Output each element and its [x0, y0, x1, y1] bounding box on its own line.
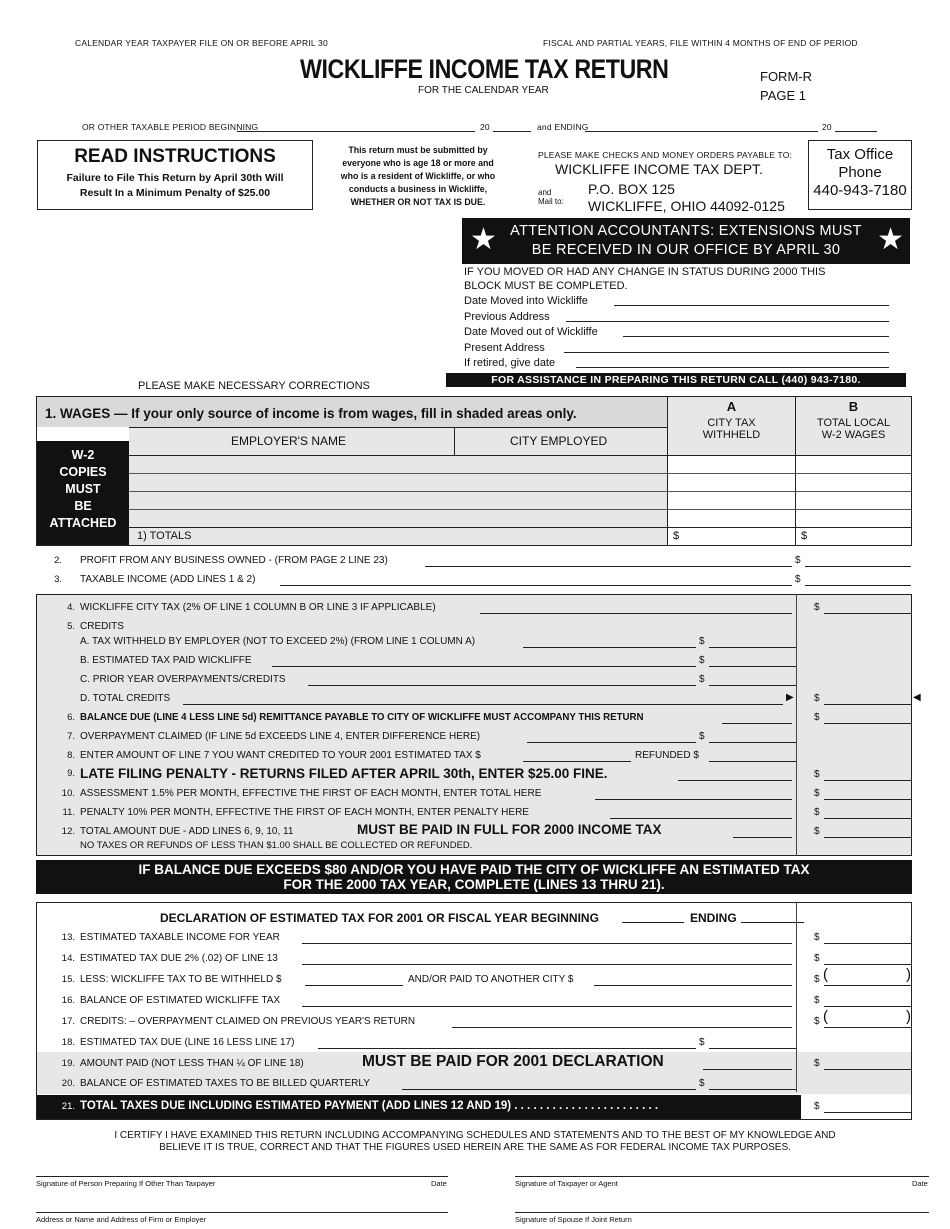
fiscal-note: FISCAL AND PARTIAL YEARS, FILE WITHIN 4 MONTHS OF END OF PERIOD: [543, 38, 858, 48]
line-9-field[interactable]: [824, 780, 911, 781]
line-3-field[interactable]: [805, 585, 911, 586]
submission-note-line: This return must be submitted by: [348, 145, 488, 155]
col-a-label: WITHHELD: [702, 429, 761, 441]
period-label: OR OTHER TAXABLE PERIOD BEGINNING: [82, 122, 259, 132]
line-number: 20.: [61, 1078, 75, 1089]
line-number: 10.: [61, 788, 75, 799]
line-2-field[interactable]: [805, 566, 911, 567]
line-16-leader: [302, 1006, 792, 1007]
line-15-withheld-field[interactable]: [305, 985, 403, 986]
arrow-left-icon: ◀: [913, 692, 921, 703]
line-10-field[interactable]: [824, 799, 911, 800]
line-15-field[interactable]: [824, 985, 911, 986]
line-11-leader: [610, 818, 792, 819]
line-6-leader: [722, 723, 792, 724]
line-19-bold: MUST BE PAID FOR 2001 DECLARATION: [362, 1053, 664, 1070]
line-17-field[interactable]: [824, 1027, 911, 1028]
amount-col-divider: [796, 902, 797, 1092]
paren-close: ): [906, 966, 911, 983]
line-16-label: BALANCE OF ESTIMATED WICKLIFFE TAX: [80, 995, 281, 1006]
line-14-label: ESTIMATED TAX DUE 2% (.02) OF LINE 13: [80, 953, 278, 964]
submission-note: [318, 144, 518, 209]
line-5d-leader: [183, 704, 783, 705]
line-19-label: AMOUNT PAID (NOT LESS THAN ¼ OF LINE 18): [80, 1058, 304, 1069]
dollar-sign: $: [699, 636, 705, 647]
col-divider: [667, 455, 668, 545]
line-5c-label: C. PRIOR YEAR OVERPAYMENTS/CREDITS: [80, 674, 286, 685]
spouse-signature-line[interactable]: [515, 1212, 929, 1213]
dollar-sign: $: [699, 1078, 705, 1089]
row-rule: [129, 491, 911, 492]
line-number: 3.: [54, 574, 62, 585]
col-b-letter: B: [848, 399, 859, 414]
line-number: 15.: [61, 974, 75, 985]
instructions-box: [37, 140, 313, 210]
amount-col-divider: [796, 594, 797, 856]
paren-close: ): [906, 1008, 911, 1025]
line-15-mid-label: AND/OR PAID TO ANOTHER CITY $: [408, 974, 574, 985]
date-moved-in-field[interactable]: [614, 305, 889, 306]
submission-note-line: conducts a business in Wickliffe,: [348, 184, 488, 194]
dollar-sign: $: [814, 826, 820, 837]
line-7-field[interactable]: [709, 742, 796, 743]
line-2-label: PROFIT FROM ANY BUSINESS OWNED - (FROM PAGE 2 LINE 23): [80, 555, 388, 566]
line-17-label: CREDITS: – OVERPAYMENT CLAIMED ON PREVIOUS YEAR'S RETURN: [80, 1016, 416, 1027]
line-number: 19.: [61, 1058, 75, 1069]
calendar-note: CALENDAR YEAR TAXPAYER FILE ON OR BEFORE APRIL 30: [75, 38, 328, 48]
line-5d-label: D. TOTAL CREDITS: [80, 693, 171, 704]
dollar-sign: $: [814, 602, 820, 613]
dollar-sign: $: [814, 974, 820, 985]
row-rule: [129, 473, 911, 474]
w2-side-line: W-2: [71, 448, 95, 462]
wages-section: [36, 396, 912, 546]
wage-entry-area: [129, 455, 667, 545]
dollar-sign: $: [699, 655, 705, 666]
moved-line2: BLOCK MUST BE COMPLETED.: [464, 280, 628, 292]
refunded-label: REFUNDED $: [635, 750, 699, 761]
line-number: 17.: [61, 1016, 75, 1027]
form-id: FORM-R: [760, 69, 812, 84]
office-box: [808, 140, 912, 210]
attention-line2: BE RECEIVED IN OUR OFFICE BY APRIL 30: [531, 242, 841, 258]
po-box: P.O. BOX 125: [588, 181, 675, 197]
star-icon: ★: [470, 223, 497, 256]
spouse-signature-caption: Signature of Spouse If Joint Return: [515, 1215, 632, 1224]
line-2-leader: [425, 566, 792, 567]
line-15-other-city-field[interactable]: [594, 985, 792, 986]
w2-side-line: ATTACHED: [49, 516, 117, 530]
line-number: 21.: [61, 1101, 75, 1112]
line-15-label: LESS: WICKLIFFE TAX TO BE WITHHELD $: [80, 974, 282, 985]
line-5b-label: B. ESTIMATED TAX PAID WICKLIFFE: [80, 655, 252, 666]
preparer-signature-caption: Signature of Person Preparing If Other Than Taxpayer: [36, 1179, 216, 1188]
line-8-refund-field[interactable]: [709, 761, 796, 762]
corrections-note: PLEASE MAKE NECESSARY CORRECTIONS: [138, 380, 370, 392]
line-17-leader: [452, 1027, 792, 1028]
mail-city: WICKLIFFE, OHIO 44092-0125: [588, 198, 785, 214]
retired-date-field[interactable]: [576, 367, 889, 368]
dollar-sign: $: [699, 674, 705, 685]
line-14-leader: [302, 964, 792, 965]
dollar-sign: $: [814, 932, 820, 943]
paren-open: (: [823, 966, 828, 983]
period-end-line[interactable]: [585, 131, 818, 132]
line-5c-leader: [308, 685, 696, 686]
row-rule: [129, 455, 911, 456]
dollar-sign: $: [795, 555, 801, 566]
dollar-sign: $: [814, 1016, 820, 1027]
line-13-label: ESTIMATED TAXABLE INCOME FOR YEAR: [80, 932, 280, 943]
wages-heading: 1. WAGES — If your only source of income is from wages, fill in shaded areas only.: [45, 406, 577, 421]
line-20-label: BALANCE OF ESTIMATED TAXES TO BE BILLED QUARTERLY: [80, 1078, 370, 1089]
payable-label: PLEASE MAKE CHECKS AND MONEY ORDERS PAYABLE TO:: [538, 150, 793, 160]
line-3-leader: [280, 585, 792, 586]
dollar-sign: $: [814, 769, 820, 780]
line-10-leader: [595, 799, 792, 800]
balance-banner-line: FOR THE 2000 TAX YEAR, COMPLETE (LINES 13 THRU 21).: [283, 877, 665, 892]
employer-name-header: EMPLOYER'S NAME: [231, 434, 346, 448]
line-4-label: WICKLIFFE CITY TAX (2% OF LINE 1 COLUMN B OR LINE 3 IF APPLICABLE): [80, 602, 436, 613]
city-employed-header: CITY EMPLOYED: [510, 434, 608, 448]
date-moved-out-label: Date Moved out of Wickliffe: [464, 326, 598, 338]
line-6-label: BALANCE DUE (LINE 4 LESS LINE 5d) REMITTANCE PAYABLE TO CITY OF WICKLIFFE MUST ACCOMPANY THIS RETURN: [80, 712, 644, 723]
col-a-letter: A: [726, 399, 737, 414]
w2-side-label: [37, 441, 129, 545]
dollar-sign: $: [814, 693, 820, 704]
w2-side-line: COPIES: [59, 465, 107, 479]
line-5a-field[interactable]: [709, 647, 796, 648]
row-rule: [129, 527, 911, 528]
payable-name: WICKLIFFE INCOME TAX DEPT.: [555, 161, 763, 177]
page-title: WICKLIFFE INCOME TAX RETURN: [300, 54, 669, 84]
w2-side-line: BE: [74, 499, 92, 513]
line-8-credit-field[interactable]: [523, 761, 631, 762]
dollar-sign: $: [699, 1037, 705, 1048]
col-divider: [795, 455, 796, 545]
office-phone: 440-943-7180: [813, 182, 907, 199]
taxpayer-signature-line[interactable]: [515, 1176, 929, 1177]
certify-line2: BELIEVE IT IS TRUE, CORRECT AND THAT THE FIGURES USED HEREIN ARE THE SAME AS FOR FEDERAL INCOME TAX PURPOSES.: [159, 1142, 791, 1153]
line-16-field[interactable]: [824, 1006, 911, 1007]
declaration-heading: DECLARATION OF ESTIMATED TAX FOR 2001 OR FISCAL YEAR BEGINNING: [160, 911, 599, 925]
present-address-field[interactable]: [564, 352, 889, 353]
line-5a-label: A. TAX WITHHELD BY EMPLOYER (NOT TO EXCEED 2%) (FROM LINE 1 COLUMN A): [80, 636, 476, 647]
previous-address-label: Previous Address: [464, 311, 550, 323]
line-number: 2.: [54, 555, 62, 566]
col-b-label: W-2 WAGES: [821, 429, 886, 441]
balance-banner: [36, 860, 912, 894]
preparer-signature-line[interactable]: [36, 1176, 448, 1177]
submission-note-line: who is a resident of Wickliffe, or who: [340, 171, 496, 181]
col-a-header: [667, 397, 795, 455]
line-8-label: ENTER AMOUNT OF LINE 7 YOU WANT CREDITED TO YOUR 2001 ESTIMATED TAX $: [80, 750, 481, 761]
dollar-sign: $: [814, 788, 820, 799]
w2-side-line: MUST: [65, 482, 101, 496]
line-5-label: CREDITS: [80, 621, 124, 632]
line-12-field[interactable]: [824, 837, 911, 838]
subtitle: FOR THE CALENDAR YEAR: [418, 85, 549, 96]
office-label: Tax Office: [826, 146, 894, 163]
line-4-leader: [480, 613, 792, 614]
firm-address-caption: Address or Name and Address of Firm or Employer: [36, 1215, 207, 1224]
line-10-label: ASSESSMENT 1.5% PER MONTH, EFFECTIVE THE FIRST OF EACH MONTH, ENTER TOTAL HERE: [80, 788, 542, 799]
taxpayer-signature-caption: Signature of Taxpayer or Agent: [515, 1179, 618, 1188]
line-5a-leader: [523, 647, 696, 648]
moved-line1: IF YOU MOVED OR HAD ANY CHANGE IN STATUS DURING 2000 THIS: [464, 266, 826, 278]
line-number: 6.: [67, 712, 75, 723]
line-number: 18.: [61, 1037, 75, 1048]
period-end-year-line[interactable]: [835, 131, 877, 132]
assistance-banner: FOR ASSISTANCE IN PREPARING THIS RETURN CALL (440) 943-7180.: [446, 373, 906, 387]
instructions-line2: Result In a Minimum Penalty of $25.00: [79, 187, 271, 199]
line-20-field[interactable]: [709, 1089, 796, 1090]
date-caption: Date: [431, 1179, 447, 1188]
line-number: 8.: [67, 750, 75, 761]
col-b-label: TOTAL LOCAL: [816, 417, 891, 429]
previous-address-field[interactable]: [566, 321, 889, 322]
submission-note-line: everyone who is age 18 or more and: [342, 158, 494, 168]
firm-address-line[interactable]: [36, 1212, 448, 1213]
line-number: 5.: [67, 621, 75, 632]
line-5c-field[interactable]: [709, 685, 796, 686]
col-b-header: [795, 397, 911, 455]
line-21-label: TOTAL TAXES DUE INCLUDING ESTIMATED PAYMENT (ADD LINES 12 AND 19) . . . . . . . . . . . . . . . . . . . . . . .: [80, 1100, 659, 1112]
line-number: 12.: [61, 826, 75, 837]
fiscal-begin-field[interactable]: [622, 922, 684, 923]
line-9-label: LATE FILING PENALTY - RETURNS FILED AFTER APRIL 30th, ENTER $25.00 FINE.: [80, 766, 608, 781]
attention-banner: [462, 218, 910, 264]
line-5b-field[interactable]: [709, 666, 796, 667]
instructions-line1: Failure to File This Return by April 30th Will: [66, 172, 284, 184]
line-19-field[interactable]: [824, 1069, 911, 1070]
line-number: 4.: [67, 602, 75, 613]
present-address-label: Present Address: [464, 342, 545, 354]
dollar-sign: $: [814, 712, 820, 723]
line-3-label: TAXABLE INCOME (ADD LINES 1 & 2): [80, 574, 256, 585]
and-label: and: [538, 188, 552, 197]
arrow-right-icon: ▶: [786, 692, 794, 703]
dollar-sign: $: [699, 731, 705, 742]
office-phone-label: Phone: [838, 164, 882, 181]
retired-label: If retired, give date: [464, 357, 556, 369]
line-12-note: NO TAXES OR REFUNDS OF LESS THAN $1.00 SHALL BE COLLECTED OR REFUNDED.: [80, 840, 473, 851]
dollar-sign: $: [814, 995, 820, 1006]
date-caption: Date: [912, 1179, 928, 1188]
totals-label: 1) TOTALS: [137, 530, 192, 542]
line-number: 16.: [61, 995, 75, 1006]
line-20-leader: [402, 1089, 696, 1090]
line-number: 14.: [61, 953, 75, 964]
row-rule: [129, 509, 911, 510]
fiscal-end-field[interactable]: [741, 922, 804, 923]
line-5d-field[interactable]: [824, 704, 911, 705]
line-number: 13.: [61, 932, 75, 943]
line-6-field[interactable]: [824, 723, 911, 724]
balance-banner-line: IF BALANCE DUE EXCEEDS $80 AND/OR YOU HAVE PAID THE CITY OF WICKLIFFE AN ESTIMATED TAX: [138, 862, 810, 877]
line-11-label: PENALTY 10% PER MONTH, EFFECTIVE THE FIRST OF EACH MONTH, ENTER PENALTY HERE: [80, 807, 529, 818]
line-number: 11.: [62, 807, 75, 818]
year-prefix-2: 20: [822, 122, 832, 132]
certify-line1: I CERTIFY I HAVE EXAMINED THIS RETURN INCLUDING ACCOMPANYING SCHEDULES AND STATEMENTS AND TO THE BEST OF MY KNOWLEDGE AND: [114, 1130, 836, 1141]
declaration-ending: ENDING: [690, 911, 737, 925]
dollar-sign: $: [795, 574, 801, 585]
dollar-sign: $: [801, 530, 808, 542]
dollar-sign: $: [814, 1058, 820, 1069]
paren-open: (: [823, 1008, 828, 1025]
line-4-field[interactable]: [824, 613, 911, 614]
line-13-leader: [302, 943, 792, 944]
col-a-label: CITY TAX: [707, 417, 756, 429]
dollar-sign: $: [673, 530, 680, 542]
dollar-sign: $: [814, 953, 820, 964]
line-5b-leader: [272, 666, 696, 667]
instructions-heading: READ INSTRUCTIONS: [74, 146, 276, 167]
line-18-field[interactable]: [709, 1048, 796, 1049]
line-18-label: ESTIMATED TAX DUE (LINE 16 LESS LINE 17): [80, 1037, 295, 1048]
year-prefix-1: 20: [480, 122, 490, 132]
submission-note-line: WHETHER OR NOT TAX IS DUE.: [350, 197, 486, 207]
period-begin-line[interactable]: [237, 131, 475, 132]
line-19-leader: [703, 1069, 792, 1070]
attention-line1: ATTENTION ACCOUNTANTS: EXTENSIONS MUST: [510, 223, 862, 239]
dollar-sign: $: [814, 807, 820, 818]
line-number: 7.: [67, 731, 75, 742]
dollar-sign: $: [814, 1101, 820, 1112]
line-7-label: OVERPAYMENT CLAIMED (IF LINE 5d EXCEEDS LINE 4, ENTER DIFFERENCE HERE): [80, 731, 481, 742]
line-21-field[interactable]: [824, 1112, 911, 1113]
line-11-field[interactable]: [824, 818, 911, 819]
line-18-leader: [318, 1048, 696, 1049]
date-moved-in-label: Date Moved into Wickliffe: [464, 295, 588, 307]
date-moved-out-field[interactable]: [623, 336, 889, 337]
period-begin-year-line[interactable]: [493, 131, 531, 132]
line-13-field[interactable]: [824, 943, 911, 944]
line-12-label: TOTAL AMOUNT DUE - ADD LINES 6, 9, 10, 11: [80, 826, 294, 837]
line-14-field[interactable]: [824, 964, 911, 965]
line-12-leader: [733, 837, 792, 838]
line-9-leader: [678, 780, 792, 781]
line-number: 9.: [67, 768, 75, 779]
line-12-bold: MUST BE PAID IN FULL FOR 2000 INCOME TAX: [357, 822, 662, 837]
star-icon: ★: [877, 223, 904, 256]
mail-to-label: Mail to:: [538, 197, 564, 206]
line-7-leader: [527, 742, 696, 743]
page-number: PAGE 1: [760, 88, 807, 103]
ending-label: and ENDING: [537, 122, 589, 132]
